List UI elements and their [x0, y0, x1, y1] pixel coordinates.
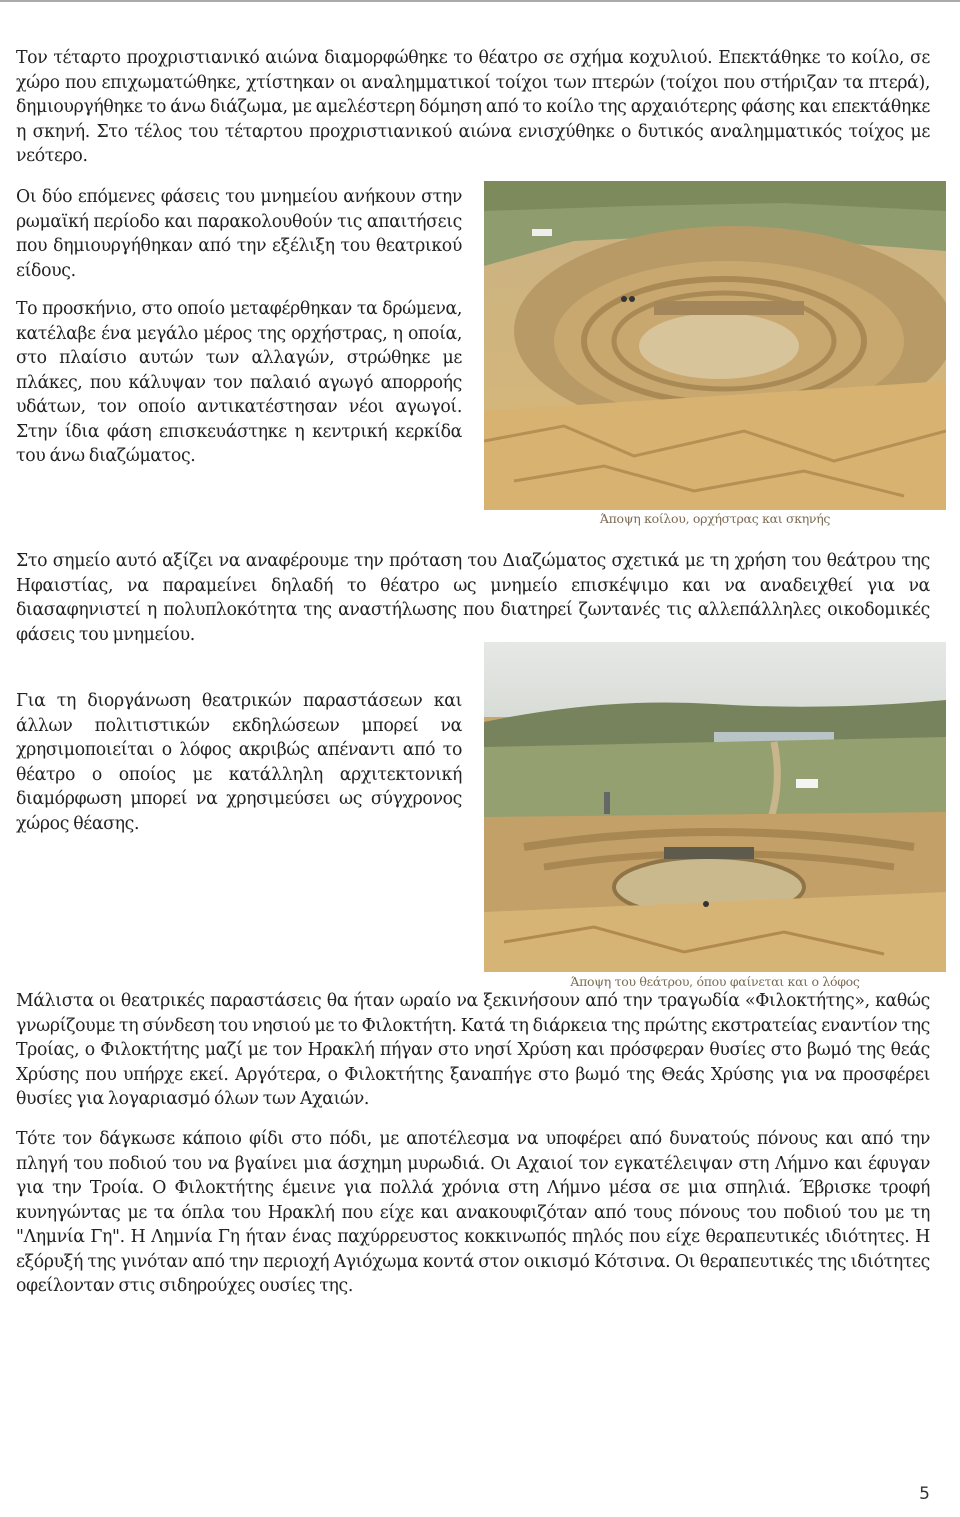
- paragraph-fourth-century: Τον τέταρτο προχριστιανικό αιώνα διαμορφώθηκε το θέατρο σε σχήμα κοχυλιού. Επεκτάθηκε το κοίλο, σε χώρο που επιχωματώθηκε, χτίστηκαν οι αναλημματικοί τοίχοι των πτερών (τοίχοι που στήριζαν τα πτερά), δημιουργήθηκε το άνω διάζωμα, με αμελέστερη δόμηση από το κοίλο της αρχαιότερης φάσης και επεκτάθηκε η σκηνή. Στο τέλος του τέταρτου προχριστιανικού αιώνα ενισχύθηκε ο δυτικός αναλημματικός τοίχος με νεότερο.: [16, 48, 930, 166]
- figure-caption-1: Άποψη κοίλου, ορχήστρας και σκηνής: [599, 511, 831, 526]
- figure-caption-2: Άποψη του θεάτρου, όπου φαίνεται και ο λόφος: [570, 974, 860, 989]
- paragraph-lemnian-earth: Τότε τον δάγκωσε κάποιο φίδι στο πόδι, με αποτέλεσμα να υποφέρει από δυνατούς πόνους και από την πληγή του ποδιού του να βγαίνει μια άσχημη μυρωδιά. Οι Αχαιοί τον εγκατέλειψαν στη Λήμνο και έφυγαν για την Τροία. Ο Φιλοκτήτης έμεινε για πολλά χρόνια στη Λήμνο μέσα σε μια σπηλιά. Έβρισκε τροφή κυνηγώντας με τα όπλα του Ηρακλή που είχε και ανακουφιζόταν από τους πόνους του ποδιού του με τη "Λημνία Γη". Η Λημνία Γη ήταν ένας παχύρρευστος κοκκινωπός πηλός που είχε θεραπευτικές ιδιότητες. Η εξόρυξή της γινόταν από την περιοχή Αγιόχωμα κοντά στον οικισμό Κότσινα. Οι θεραπευτικές της ιδιότητες οφείλονταν στις σιδηρούχες ουσίες της.: [16, 1129, 930, 1296]
- theatre-photo-hill: [484, 642, 946, 972]
- theatre-photo-cavea: [484, 181, 946, 510]
- paragraph-philoctetes: Μάλιστα οι θεατρικές παραστάσεις θα ήταν ωραίο να ξεκινήσουν από την τραγωδία «Φιλοκτήτης», καθώς γνωρίζουμε τη σύνδεση του νησιού με το Φιλοκτήτη. Κατά τη διάρκεια της πρώτης εκστρατείας εναντίον της Τροίας, ο Φιλοκτήτης μαζί με τον Ηρακλή πήγαν στο νησί Χρύση και πρόσφεραν θυσίες στο βωμό της θεάς Χρύσης που υπήρχε εκεί. Αργότερα, ο Φιλοκτήτης ξαναπήγε στο βωμό της Θεάς Χρύσης για να προσφέρει θυσίες για λογαριασμό όλων των Αχαιών.: [16, 991, 930, 1109]
- paragraph-hill-use: Για τη διοργάνωση θεατρικών παραστάσεων και άλλων πολιτιστικών εκδηλώσεων μπορεί να χρησιμοποιείται ο λόφος ακριβώς απέναντι από το θέατρο ο οποίος με κατάλληλη αρχιτεκτονική διαμόρφωση μπορεί να χρησιμεύσει ως σύγχρονος χώρος θέασης.: [16, 691, 462, 834]
- top-rule: [0, 0, 960, 2]
- paragraph-proscenium: Το προσκήνιο, στο οποίο μεταφέρθηκαν τα δρώμενα, κατέλαβε ένα μεγάλο μέρος της ορχήστρας, η οποία, στο πλαίσιο αυτών των αλλαγών, στρώθηκε με πλάκες, που κάλυψαν τον παλαιό αγωγό απορροής υδάτων, τον οποίο αντικατέστησαν νέοι αγωγοί. Στην ίδια φάση επισκευάστηκε η κεντρική κερκίδα του άνω διαζώματος.: [16, 299, 462, 466]
- paragraph-roman-phases: Οι δύο επόμενες φάσεις του μνημείου ανήκουν στην ρωμαϊκή περίοδο και παρακολουθούν τις απαιτήσεις που δημιουργήθηκαν από την εξέλιξη του θεατρικού είδους.: [16, 187, 462, 281]
- paragraph-diazoma-proposal: Στο σημείο αυτό αξίζει να αναφέρουμε την πρόταση του Διαζώματος σχετικά με τη χρήση του θεάτρου της Ηφαιστίας, να παραμείνει δηλαδή το θέατρο ως μνημείο επισκέψιμο και να αναδειχθεί για να διασαφηνιστεί η πολυπλοκότητα της αναστήλωσης που διατηρεί ζωντανές τις αλλεπάλληλες οικοδομικές φάσεις του μνημείου.: [16, 551, 930, 645]
- page-number: 5: [919, 1484, 930, 1504]
